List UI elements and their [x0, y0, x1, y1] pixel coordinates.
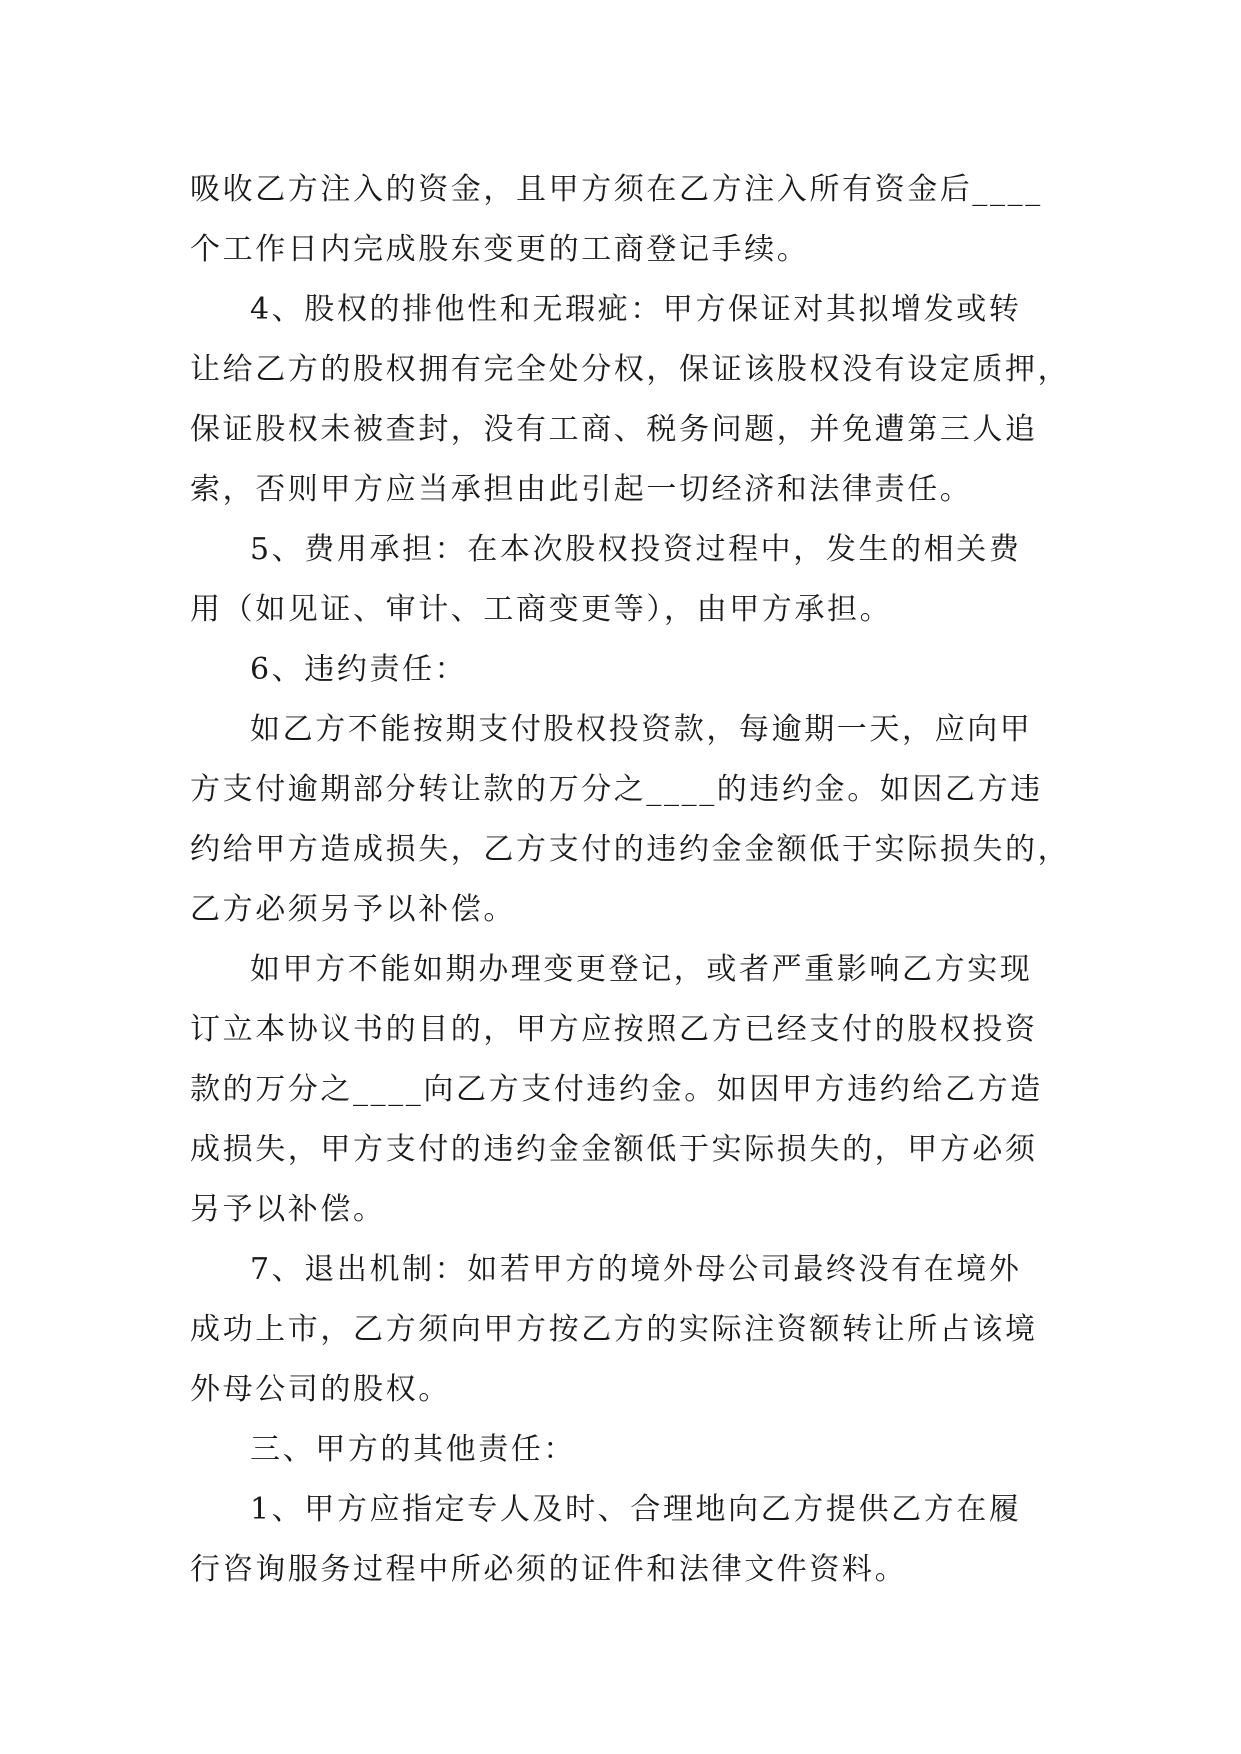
text-line: 5、费用承担：在本次股权投资过程中，发生的相关费 [250, 532, 1022, 567]
text-line: 索，否则甲方应当承担由此引起一切经济和法律责任。 [190, 472, 973, 507]
text-line: 成功上市，乙方须向甲方按乙方的实际注资额转让所占该境 [190, 1312, 1038, 1347]
section-heading-other-duties [190, 1420, 1052, 1480]
text-line: 6、违约责任： [250, 652, 468, 687]
paragraph-equity-exclusivity [190, 280, 1071, 520]
text-line: 另予以补偿。 [190, 1192, 386, 1227]
text-line: 7、退出机制：如若甲方的境外母公司最终没有在境外 [250, 1252, 1022, 1287]
paragraph-exit-mechanism [190, 1240, 1052, 1420]
text-line: 4、股权的排他性和无瑕疵：甲方保证对其拟增发或转 [250, 292, 1022, 327]
text-line: 用（如见证、审计、工商变更等），由甲方承担。 [190, 592, 893, 627]
text-line: 如甲方不能如期办理变更登记，或者严重影响乙方实现 [250, 952, 1033, 987]
text-line: 方支付逾期部分转让款的万分之____的违约金。如因乙方违 [190, 772, 1043, 807]
text-line: 吸收乙方注入的资金，且甲方须在乙方注入所有资金后____ [190, 172, 1043, 207]
text-line: 乙方必须另予以补偿。 [190, 892, 516, 927]
paragraph-cost-bearing [190, 520, 1052, 640]
paragraph-breach-party-a [190, 940, 1052, 1240]
text-line: 如乙方不能按期支付股权投资款，每逾期一天，应向甲 [250, 712, 1033, 747]
text-line: 1、甲方应指定专人及时、合理地向乙方提供乙方在履 [250, 1492, 1022, 1527]
paragraph-continuation [190, 160, 1052, 280]
text-line: 订立本协议书的目的，甲方应按照乙方已经支付的股权投资 [190, 1012, 1038, 1047]
text-line: 外母公司的股权。 [190, 1372, 451, 1407]
text-line: 保证股权未被查封，没有工商、税务问题，并免遭第三人追 [190, 412, 1038, 447]
text-line: 约给甲方造成损失，乙方支付的违约金金额低于实际损失的， [190, 832, 1071, 867]
paragraph-document-provision [190, 1480, 1052, 1600]
text-line: 款的万分之____向乙方支付违约金。如因甲方违约给乙方造 [190, 1072, 1043, 1107]
text-line: 行咨询服务过程中所必须的证件和法律文件资料。 [190, 1552, 908, 1587]
text-line: 成损失，甲方支付的违约金金额低于实际损失的，甲方必须 [190, 1132, 1038, 1167]
document-page [190, 160, 1071, 1600]
paragraph-breach-heading [190, 640, 1052, 700]
text-line: 个工作日内完成股东变更的工商登记手续。 [190, 232, 810, 267]
text-line: 让给乙方的股权拥有完全处分权，保证该股权没有设定质押， [190, 352, 1071, 387]
paragraph-breach-party-b [190, 700, 1071, 940]
text-line: 三、甲方的其他责任： [250, 1432, 576, 1467]
